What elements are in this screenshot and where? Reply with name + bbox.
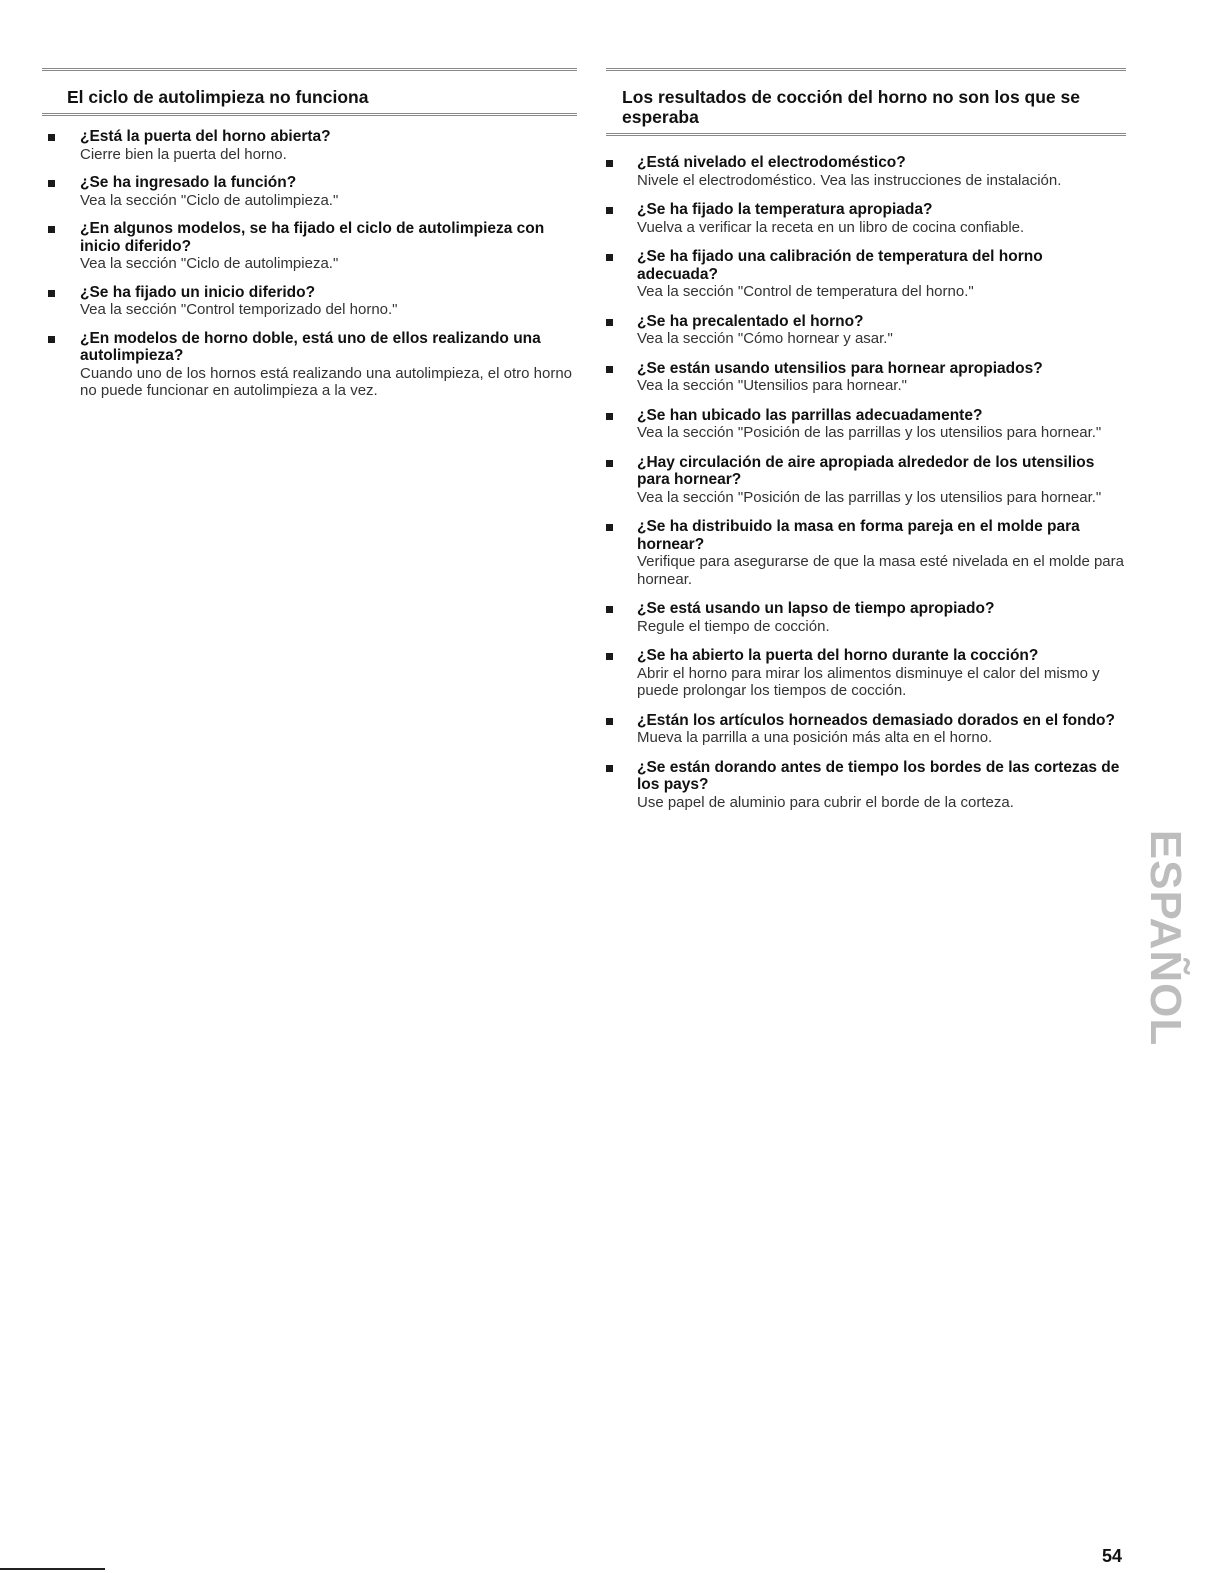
list-item: [606, 600, 1126, 635]
square-bullet-icon: [606, 207, 613, 214]
list-item: [606, 712, 1126, 747]
question-text: ¿Se han ubicado las parrillas adecuadamente?: [637, 406, 983, 424]
language-side-tab: [1141, 815, 1190, 1060]
question-text: ¿Se ha distribuido la masa en forma pareja en el molde para hornear?: [637, 518, 1080, 553]
square-bullet-icon: [48, 134, 55, 141]
list-item: [606, 518, 1126, 588]
list-item: [606, 248, 1126, 301]
question-text: ¿Están los artículos horneados demasiado dorados en el fondo?: [637, 711, 1115, 729]
question-text: ¿En modelos de horno doble, está uno de ellos realizando una autolimpieza?: [80, 329, 541, 364]
list-item: [42, 284, 577, 319]
question-text: ¿Se ha fijado un inicio diferido?: [80, 283, 316, 301]
question-text: ¿Está la puerta del horno abierta?: [80, 128, 331, 145]
question-text: ¿Se ha fijado la temperatura apropiada?: [637, 201, 933, 218]
square-bullet-icon: [606, 413, 613, 420]
answer-text: Vea la sección "Control de temperatura del horno.": [637, 283, 974, 300]
footer-rule: [0, 1568, 105, 1570]
question-text: ¿Se ha precalentado el horno?: [637, 312, 864, 330]
answer-text: Abrir el horno para mirar los alimentos disminuye el calor del mismo y puede prolongar los tiempos de cocción.: [637, 664, 1100, 699]
answer-text: Vea la sección "Ciclo de autolimpieza.": [80, 255, 339, 272]
language-label: ESPAÑOL: [1141, 829, 1190, 1046]
list-item: [606, 647, 1126, 700]
list-item: [42, 330, 577, 400]
square-bullet-icon: [606, 653, 613, 660]
question-text: ¿Hay circulación de aire apropiada alrededor de los utensilios para hornear?: [637, 453, 1095, 488]
square-bullet-icon: [48, 226, 55, 233]
square-bullet-icon: [606, 718, 613, 725]
answer-text: Vuelva a verificar la receta en un libro de cocina confiable.: [637, 218, 1025, 236]
question-text: ¿Se están dorando antes de tiempo los bordes de las cortezas de los pays?: [637, 758, 1120, 793]
answer-text: Vea la sección "Control temporizado del horno.": [80, 301, 398, 318]
square-bullet-icon: [606, 524, 613, 531]
answer-text: Vea la sección "Posición de las parrillas y los utensilios para hornear.": [637, 424, 1102, 441]
question-text: ¿Se ha fijado una calibración de temperatura del horno adecuada?: [637, 248, 1043, 283]
list-item: [606, 360, 1126, 395]
list-item: [606, 154, 1126, 189]
square-bullet-icon: [606, 765, 613, 772]
list-item: [42, 174, 577, 209]
question-text: ¿Se están usando utensilios para hornear apropiados?: [637, 359, 1043, 377]
list-item: [42, 220, 577, 273]
page-number: 54: [1102, 1546, 1123, 1566]
answer-text: Regule el tiempo de cocción.: [637, 617, 830, 635]
answer-text: Use papel de aluminio para cubrir el borde de la corteza.: [637, 793, 1014, 811]
square-bullet-icon: [48, 290, 55, 297]
square-bullet-icon: [606, 460, 613, 467]
list-item: [606, 407, 1126, 442]
section-title-autolimpieza: El ciclo de autolimpieza no funciona: [42, 68, 577, 116]
square-bullet-icon: [48, 336, 55, 343]
list-item: [606, 201, 1126, 236]
square-bullet-icon: [48, 180, 55, 187]
answer-text: Vea la sección "Ciclo de autolimpieza.": [80, 191, 339, 209]
question-text: ¿Se está usando un lapso de tiempo apropiado?: [637, 600, 995, 617]
left-question-list: [42, 128, 577, 400]
question-text: ¿En algunos modelos, se ha fijado el ciclo de autolimpieza con inicio diferido?: [80, 220, 545, 255]
right-column: [606, 68, 1126, 823]
list-item: [606, 759, 1126, 812]
square-bullet-icon: [606, 606, 613, 613]
question-text: ¿Se ha ingresado la función?: [80, 174, 297, 191]
right-question-list: [606, 154, 1126, 811]
answer-text: Nivele el electrodoméstico. Vea las instrucciones de instalación.: [637, 171, 1062, 189]
square-bullet-icon: [606, 160, 613, 167]
answer-text: Cierre bien la puerta del horno.: [80, 145, 287, 163]
answer-text: Vea la sección "Cómo hornear y asar.": [637, 330, 893, 347]
question-text: ¿Está nivelado el electrodoméstico?: [637, 154, 906, 171]
answer-text: Verifique para asegurarse de que la masa esté nivelada en el molde para hornear.: [637, 553, 1124, 588]
question-text: ¿Se ha abierto la puerta del horno durante la cocción?: [637, 647, 1039, 664]
left-column: [42, 68, 577, 411]
square-bullet-icon: [606, 254, 613, 261]
square-bullet-icon: [606, 366, 613, 373]
answer-text: Vea la sección "Posición de las parrillas y los utensilios para hornear.": [637, 488, 1102, 506]
answer-text: Vea la sección "Utensilios para hornear.": [637, 377, 907, 394]
list-item: [606, 313, 1126, 348]
square-bullet-icon: [606, 319, 613, 326]
list-item: [42, 128, 577, 163]
list-item: [606, 454, 1126, 507]
answer-text: Cuando uno de los hornos está realizando una autolimpieza, el otro horno no puede funcionar en autolimpieza a la vez.: [80, 364, 572, 399]
section-title-coccion: Los resultados de cocción del horno no son los que se esperaba: [606, 68, 1126, 136]
answer-text: Mueva la parrilla a una posición más alta en el horno.: [637, 729, 993, 746]
